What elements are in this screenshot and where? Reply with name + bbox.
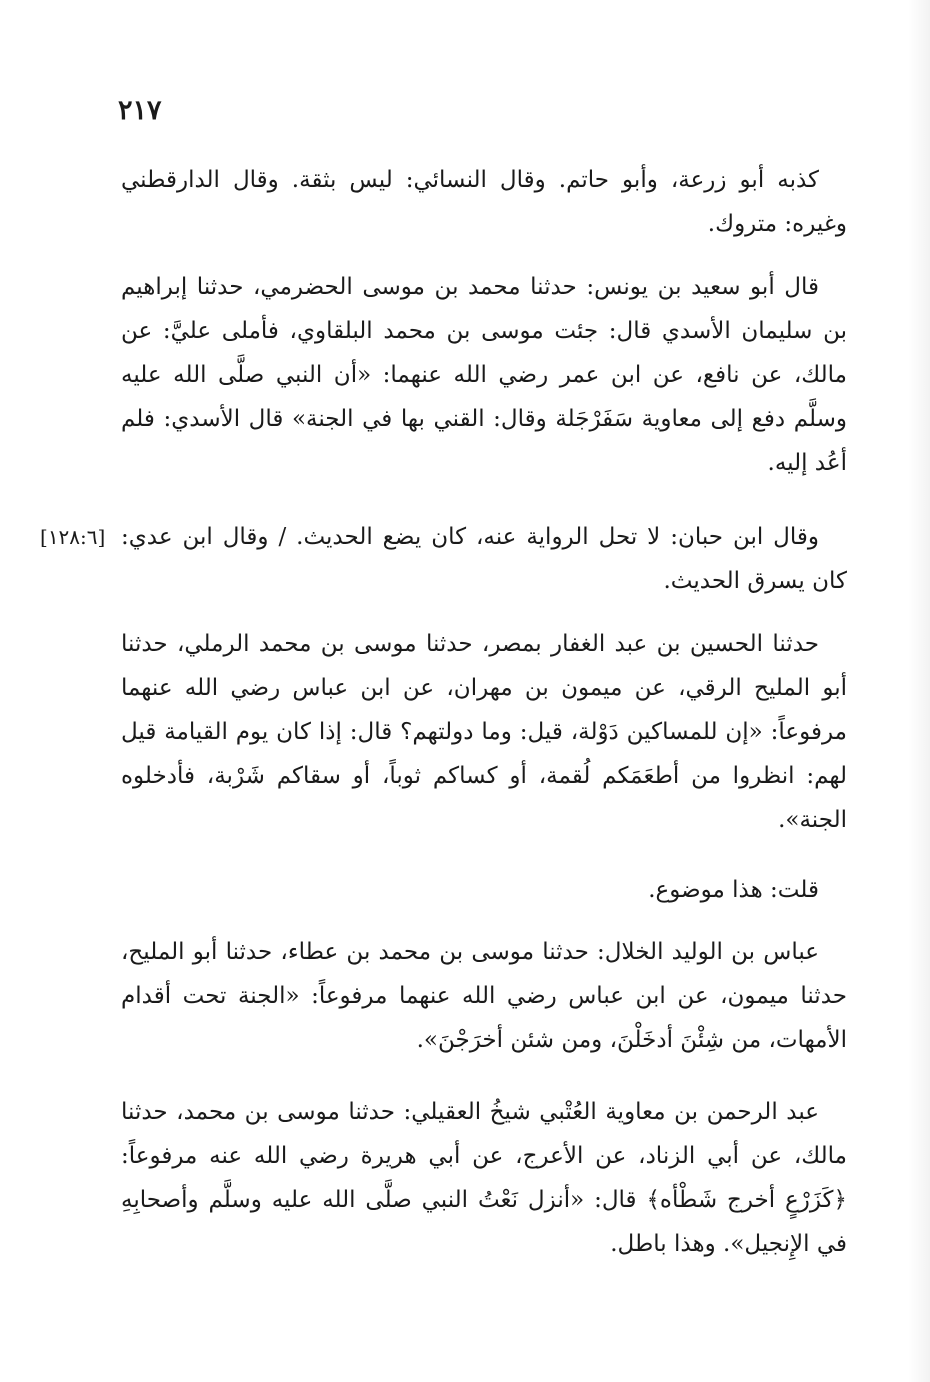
paragraph-4-text: حدثنا الحسين بن عبد الغفار بمصر، حدثنا موسى بن محمد الرملي، حدثنا أبو المليح الرقي، عن ميمون بن مهران، عن ابن عباس رضي الله عنهما مرفوعاً: «إن للمساكين دَوْلة، قيل: وما دولتهم؟ قال: إذا كان يوم القيامة قيل لهم: انظروا من أطعَمَكم لُقمة، أو كساكم ثوباً، أو سقاكم شَرْبة، فأدخلوه الجنة». bbox=[121, 631, 847, 833]
paragraph-7 bbox=[121, 1090, 847, 1266]
paragraph-2 bbox=[121, 265, 847, 485]
paragraph-4 bbox=[121, 622, 847, 842]
paragraph-2-text: قال أبو سعيد بن يونس: حدثنا محمد بن موسى الحضرمي، حدثنا إبراهيم بن سليمان الأسدي قال: جئت موسى بن محمد البلقاوي، فأملى عليَّ: عن مالك، عن نافع، عن ابن عمر رضي الله عنهما: «أن النبي صلَّى الله عليه وسلَّم دفع إلى معاوية سَفَرْجَلة وقال: القني بها في الجنة» قال الأسدي: فلم أعُد إليه. bbox=[121, 274, 847, 476]
margin-reference: [١٢٨:٦] bbox=[40, 525, 106, 549]
paragraph-3-text: وقال ابن حبان: لا تحل الرواية عنه، كان يضع الحديث. / وقال ابن عدي: كان يسرق الحديث. bbox=[121, 524, 847, 594]
paragraph-3 bbox=[121, 515, 847, 603]
paragraph-6-text: عباس بن الوليد الخلال: حدثنا موسى بن محمد بن عطاء، حدثنا أبو المليح، حدثنا ميمون، عن ابن عباس رضي الله عنهما مرفوعاً: «الجنة تحت أقدام الأمهات، من شِئْنَ أدخَلْنَ، ومن شئن أخرَجْنَ». bbox=[121, 939, 847, 1053]
paragraph-5-text: قلت: هذا موضوع. bbox=[648, 877, 819, 903]
paragraph-1-text: كذبه أبو زرعة، وأبو حاتم. وقال النسائي: ليس بثقة. وقال الدارقطني وغيره: متروك. bbox=[121, 167, 847, 237]
paragraph-6 bbox=[121, 930, 847, 1062]
paragraph-1 bbox=[121, 158, 847, 246]
page-number: ٢١٧ bbox=[118, 95, 162, 126]
paragraph-5 bbox=[121, 868, 847, 912]
page-edge-shadow bbox=[908, 0, 930, 1382]
paragraph-7-text: عبد الرحمن بن معاوية العُتْبي شيخُ العقيلي: حدثنا موسى بن محمد، حدثنا مالك، عن أبي الزناد، عن الأعرج، عن أبي هريرة رضي الله عنه مرفوعاً: ﴿كَزَرْعٍ أخرج شَطْأه﴾ قال: «أنزل نَعْتُ النبي صلَّى الله عليه وسلَّم وأصحابِهِ في الإِنجيل». وهذا باطل. bbox=[121, 1099, 847, 1257]
